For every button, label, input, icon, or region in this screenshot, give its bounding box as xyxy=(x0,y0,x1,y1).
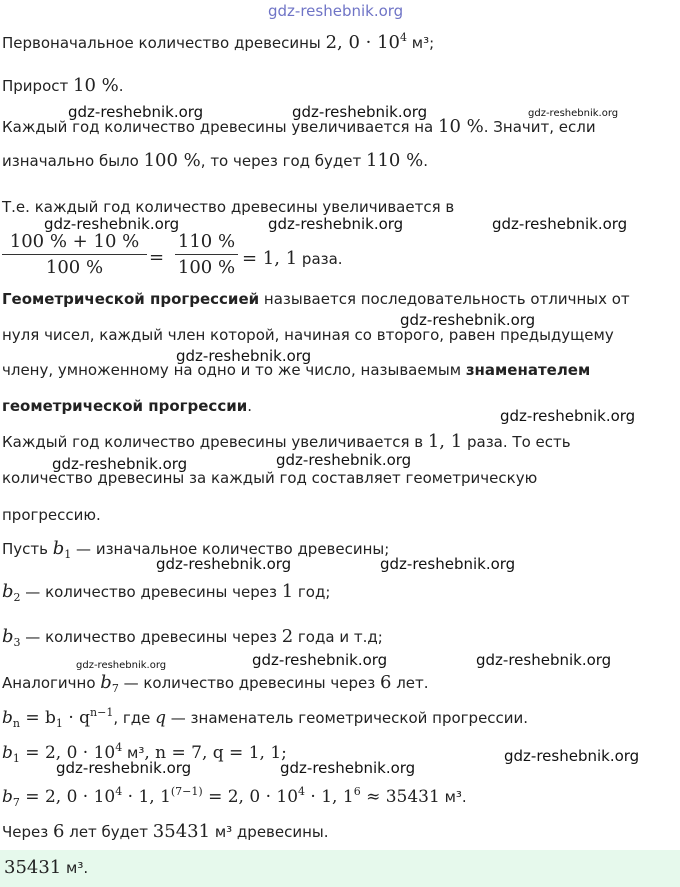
definition-line-3: члену, умноженному на одно и то же число, называемым знаменателем xyxy=(2,361,591,379)
definition-line-2: нуля чисел, каждый член которой, начиная со второго, равен предыдущему xyxy=(2,326,614,344)
line-initial-amount xyxy=(2,33,434,53)
watermark: gdz-reshebnik.org xyxy=(52,455,188,473)
paragraph-line-1: Каждый год количество древесины увеличивается в 1, 1 раза. То есть xyxy=(2,431,571,452)
b3-line: $b_3$ — количество древесины через 2 года и т.д; xyxy=(2,626,383,649)
header-watermark: gdz-reshebnik.org xyxy=(268,2,404,20)
watermark: gdz-reshebnik.org xyxy=(276,451,412,469)
result-line: Через 6 лет будет 35431 м³ древесины. xyxy=(2,821,329,842)
watermark: gdz-reshebnik.org xyxy=(280,759,416,777)
watermark: gdz-reshebnik.org xyxy=(252,651,388,669)
ratio-result: = 1, 1 раза. xyxy=(242,248,343,269)
watermark: gdz-reshebnik.org xyxy=(268,215,404,233)
b7-line: Аналогично $b_7$ — количество древесины через 6 лет. xyxy=(2,672,429,695)
fraction-sum: 100 % + 10 % 100 % xyxy=(2,231,147,278)
watermark: gdz-reshebnik.org xyxy=(292,103,428,121)
b1-line: Пусть $b_1$ — изначальное количество древесины; xyxy=(2,538,390,561)
calculation-line: $b_7 = 2$, $0 \cdot 10^4 \cdot 1$, $1^{(7-1)} = 2$, $0 \cdot 10^4 \cdot 1$, $1^6 \approx 35431$ м³. xyxy=(2,785,467,809)
line-yearly-increase: Каждый год количество древесины увеличивается на 10 %. Значит, если xyxy=(2,116,596,137)
watermark: gdz-reshebnik.org xyxy=(44,215,180,233)
watermark: gdz-reshebnik.org xyxy=(500,407,636,425)
unit: м³; xyxy=(406,34,435,52)
values-line: $b_1 = 2$, $0 \cdot 10^4$ м³, n = 7, q = 1, 1; xyxy=(2,741,287,765)
watermark: gdz-reshebnik.org xyxy=(504,747,640,765)
paragraph-line-3: прогрессию. xyxy=(2,506,101,524)
text: Первоначальное количество древесины xyxy=(2,34,326,52)
watermark: gdz-reshebnik.org xyxy=(528,108,619,119)
watermark: gdz-reshebnik.org xyxy=(176,347,312,365)
watermark: gdz-reshebnik.org xyxy=(476,651,612,669)
watermark: gdz-reshebnik.org xyxy=(156,555,292,573)
watermark: gdz-reshebnik.org xyxy=(56,759,192,777)
b2-line: $b_2$ — количество древесины через 1 год; xyxy=(2,581,331,604)
math: 2, $0 \cdot 10^4$ xyxy=(325,31,407,53)
equals-sign: = xyxy=(149,247,165,268)
line-growth: Прирост 10 %. xyxy=(2,75,124,96)
watermark: gdz-reshebnik.org xyxy=(380,555,516,573)
line-initial-percent: изначально было 100 %, то через год будет 110 %. xyxy=(2,150,428,171)
watermark: gdz-reshebnik.org xyxy=(492,215,628,233)
answer-box xyxy=(0,850,680,887)
watermark: gdz-reshebnik.org xyxy=(76,660,167,671)
definition-line-1: Геометрической прогрессией называется последовательность отличных от xyxy=(2,290,630,308)
watermark: gdz-reshebnik.org xyxy=(400,311,536,329)
fraction-ratio: 110 % 100 % xyxy=(175,231,238,278)
paragraph-line-2: количество древесины за каждый год составляет геометрическую xyxy=(2,469,538,487)
line-ratio-intro: Т.е. каждый год количество древесины увеличивается в xyxy=(2,198,455,216)
definition-line-4: геометрической прогрессии. xyxy=(2,397,253,415)
answer-text: 35431 м³. xyxy=(4,857,89,878)
formula-line: $b_n = b_1 \cdot q^{n-1}$, где q — знаменатель геометрической прогрессии. xyxy=(2,706,529,730)
watermark: gdz-reshebnik.org xyxy=(68,103,204,121)
